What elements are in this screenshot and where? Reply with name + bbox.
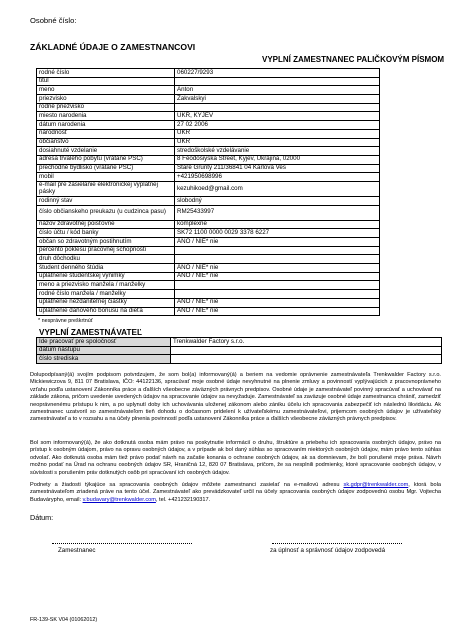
employer-row — [37, 338, 442, 347]
field-value[interactable]: 27 02 2006 — [175, 121, 380, 130]
field-value[interactable]: ÁNO / NIE* nie — [175, 272, 380, 281]
personal-row — [37, 307, 380, 316]
field-value[interactable] — [175, 281, 380, 290]
field-value[interactable]: UKR — [175, 129, 380, 138]
personal-row — [37, 103, 380, 112]
field-label: priezvisko — [37, 95, 175, 104]
field-value[interactable] — [175, 290, 380, 299]
contact-paragraph — [30, 482, 441, 504]
personal-row — [37, 173, 380, 182]
field-value[interactable]: Anton — [175, 86, 380, 95]
personal-row — [37, 220, 380, 229]
personal-row — [37, 147, 380, 156]
employee-label: Zamestnanec — [58, 547, 96, 554]
field-label: adresa trvalého pobytu (vrátane PSČ) — [37, 155, 175, 164]
personal-data-table — [36, 68, 380, 316]
field-value[interactable]: kezuhikoed@gmail.com — [175, 181, 380, 196]
field-value[interactable]: ÁNO / NIE* nie — [175, 264, 380, 273]
personal-row — [37, 181, 380, 196]
field-label: rodinný stav — [37, 196, 175, 205]
personal-row — [37, 229, 380, 238]
field-label: prechodné bydlisko (vrátane PSČ) — [37, 164, 175, 173]
field-value[interactable]: slobodný — [175, 196, 380, 205]
responsible-label: za úplnosť a správnosť údajov zodpovedá — [270, 547, 386, 554]
personal-row — [37, 86, 380, 95]
field-label: uplatnenie nezdaniteľnej čiastky — [37, 298, 175, 307]
field-value[interactable]: stredoškolské vzdelávanie — [175, 147, 380, 156]
employer-table — [36, 337, 442, 364]
personal-row — [37, 129, 380, 138]
personal-row — [37, 155, 380, 164]
personal-row — [37, 272, 380, 281]
date-label: Dátum: — [30, 513, 54, 522]
field-label: uplatnenie študentskej výnimky — [37, 272, 175, 281]
field-label: druh dôchodku — [37, 255, 175, 264]
field-value[interactable]: komplexne — [175, 220, 380, 229]
field-value[interactable] — [175, 77, 380, 86]
field-label: titul — [37, 77, 175, 86]
dpo-email-link[interactable]: v.budavary@trenkwalder.com — [82, 496, 156, 503]
personal-row — [37, 196, 380, 205]
personal-row — [37, 164, 380, 173]
personal-row — [37, 255, 380, 264]
field-value[interactable] — [175, 246, 380, 255]
personal-row — [37, 264, 380, 273]
field-label: občan so zdravotným postihnutím — [37, 238, 175, 247]
field-value[interactable]: 060227/9293 — [175, 69, 380, 78]
form-title: ZÁKLADNÉ ÚDAJE O ZAMESTNANCOVI — [30, 42, 196, 52]
field-value[interactable]: Zakvalskyi — [175, 95, 380, 104]
employer-field-value[interactable] — [171, 346, 442, 355]
employee-signature-line[interactable] — [52, 543, 192, 544]
employer-field-label: dátum nástupu — [37, 346, 171, 355]
field-label: meno — [37, 86, 175, 95]
employer-field-value[interactable] — [171, 355, 442, 364]
field-value[interactable]: RM25433997 — [175, 205, 380, 220]
personal-row — [37, 238, 380, 247]
employer-row — [37, 355, 442, 364]
field-value[interactable]: UKR, KYJEV — [175, 112, 380, 121]
field-value[interactable]: 8 Feodosiyska Street, Kyjev, Ukrajina, 02000 — [175, 155, 380, 164]
employer-row — [37, 346, 442, 355]
personal-row — [37, 290, 380, 299]
field-value[interactable]: ÁNO / NIE* nie — [175, 307, 380, 316]
personal-row — [37, 95, 380, 104]
field-value[interactable]: +421950698996 — [175, 173, 380, 182]
field-value[interactable]: ÁNO / NIE* nie — [175, 298, 380, 307]
personal-row — [37, 69, 380, 78]
gdpr-email-link[interactable]: sk.gdpr@trenkwalder.com — [343, 482, 409, 488]
field-label: rodné číslo — [37, 69, 175, 78]
field-label: e-mail pre zasielanie elektronickej výplatnej pásky — [37, 181, 175, 196]
contact-text-2: , ktorá bola zamestnávateľom zriadená práve na tento účel. Zamestnávateľ ako prevádzkovateľ určil na účely spracovania osobných údajov zodpovednú osobu Mgr. Vojtecha Budavárypho, email: — [30, 482, 441, 503]
form-code-footer: FR-139-SK V04 (01062012) — [30, 617, 98, 623]
personal-row — [37, 281, 380, 290]
personal-row — [37, 246, 380, 255]
field-label: rodné priezvisko — [37, 103, 175, 112]
field-value[interactable] — [175, 103, 380, 112]
field-value[interactable]: Staré Grunty 211/36841 04 Karlova Ves — [175, 164, 380, 173]
field-label: dosiahnuté vzdelanie — [37, 147, 175, 156]
field-label: meno a priezvisko manžela / manželky — [37, 281, 175, 290]
field-label: percento poklesu pracovnej schopnosti — [37, 246, 175, 255]
field-label: uplatnenie daňového bonusu na dieťa — [37, 307, 175, 316]
field-label: číslo občianskeho preukazu (u cudzinca pasu) — [37, 205, 175, 220]
employer-field-label: Ide pracovať pre spoločnosť — [37, 338, 171, 347]
field-label: číslo účtu / kód banky — [37, 229, 175, 238]
field-label: mobil — [37, 173, 175, 182]
personal-row — [37, 112, 380, 121]
field-value[interactable] — [175, 255, 380, 264]
field-label: miesto narodenia — [37, 112, 175, 121]
form-subtitle: VYPLNÍ ZAMESTNANEC PALIČKOVÝM PÍSMOM — [262, 55, 445, 64]
strike-through-note: * nesprávne preškrtnúť — [38, 318, 93, 324]
field-label: názov zdravotnej poisťovne — [37, 220, 175, 229]
employer-field-value[interactable]: Trenkwalder Factory s.r.o. — [171, 338, 442, 347]
data-subject-rights-paragraph: Bol som informovaný(á), že ako dotknutá osoba mám právo na poskytnutie informácií o druhu, štruktúre a priebehu ich spracovania osobných údajov, právo na prístup k osobným údajom, právo na opravu osobných údajov, a v prípade ak bol daný súhlas so spracovaním niektorých osobných údajov, mám právo tento súhlas odvolať. Ako dotknutá osoba mám tiež právo podať návrh na začatie konania o ochrane osobných údajov, ak sa domnievam, že boli porušené moje práva. Návrh možno podať na Úrad na ochranu osobných údajov SR, Hraničná 12, 820 07 Bratislava, pričom, že sa nesplnili podmienky, ktoré spracovanie osobných údajov, v súvislosti s porušením práv dotknutých osôb pri spracúvaní ich osobných údajov. — [30, 440, 441, 476]
field-label: národnosť — [37, 129, 175, 138]
field-value[interactable]: ÁNO / NIE* nie — [175, 238, 380, 247]
field-value[interactable]: UKR — [175, 138, 380, 147]
personal-row — [37, 138, 380, 147]
field-value[interactable]: SK72 1100 0000 0029 3378 6227 — [175, 229, 380, 238]
personal-row — [37, 77, 380, 86]
responsible-signature-line[interactable] — [272, 543, 402, 544]
employer-field-label: číslo strediska — [37, 355, 171, 364]
contact-text-1: Podnety a žiadosti týkajúce sa spracovania osobných údajov môžete zamestnanci zasielať na e-mailovú adresu — [30, 482, 340, 488]
personal-row — [37, 205, 380, 220]
field-label: občianstvo — [37, 138, 175, 147]
field-label: rodné číslo manžela / manželky — [37, 290, 175, 299]
personal-row — [37, 298, 380, 307]
personal-number-label: Osobné číslo: — [30, 16, 77, 25]
personal-row — [37, 121, 380, 130]
contact-text-3: , tel. +421232190317. — [155, 496, 211, 503]
data-processing-consent-paragraph: Dolupodpísaný(á) svojím podpisom potvrdzujem, že som bol(a) informovaný(á) a beriem na vedomie oprávnenie zamestnávateľa Trenkwalder Factory s.r.o. Mickiewiczova 9, 811 07 Bratislava, IČO: 44122136, spracúvať moje osobné údaje nevyhnutné na plnenie zmluvy a povinností vyplývajúcich z pracovnoprávneho vzťahu podľa ustanovení Zákonníka práce a ďalších všeobecne záväzných právnych predpisov. Osobné údaje je zamestnávateľ povinný spracúvať a uchovávať na základe zákona, pričom uvedenie uvedených údajov na spracovanie údajov sa nevyžaduje. Zamestnávateľ sa zaväzuje osobné údaje zamestnanca chrániť, zamedziť neoprávnenému prístupu k nim, a po uplynutí doby ich uchovávania uloženej zákonom alebo zániku účelu ich spracovania zabezpečiť ich následnú likvidáciu. Ak zamestnanec uzatvoril so zamestnávateľom tieň dohodu o dočasnom pridelení k užívateľskému zamestnávateľovi, prijemcom osobných údajov je užívateľský zamestnávateľ a to v rozsahu a na účely plnenia povinností podľa ustanovení Zákonníka práce a ďalších všeobecne záväzných právnych predpisov. — [30, 372, 441, 423]
field-label: študent denného štúdia — [37, 264, 175, 273]
employer-heading: VYPLNÍ ZAMESTNÁVATEĽ — [39, 328, 142, 337]
field-label: dátum narodenia — [37, 121, 175, 130]
